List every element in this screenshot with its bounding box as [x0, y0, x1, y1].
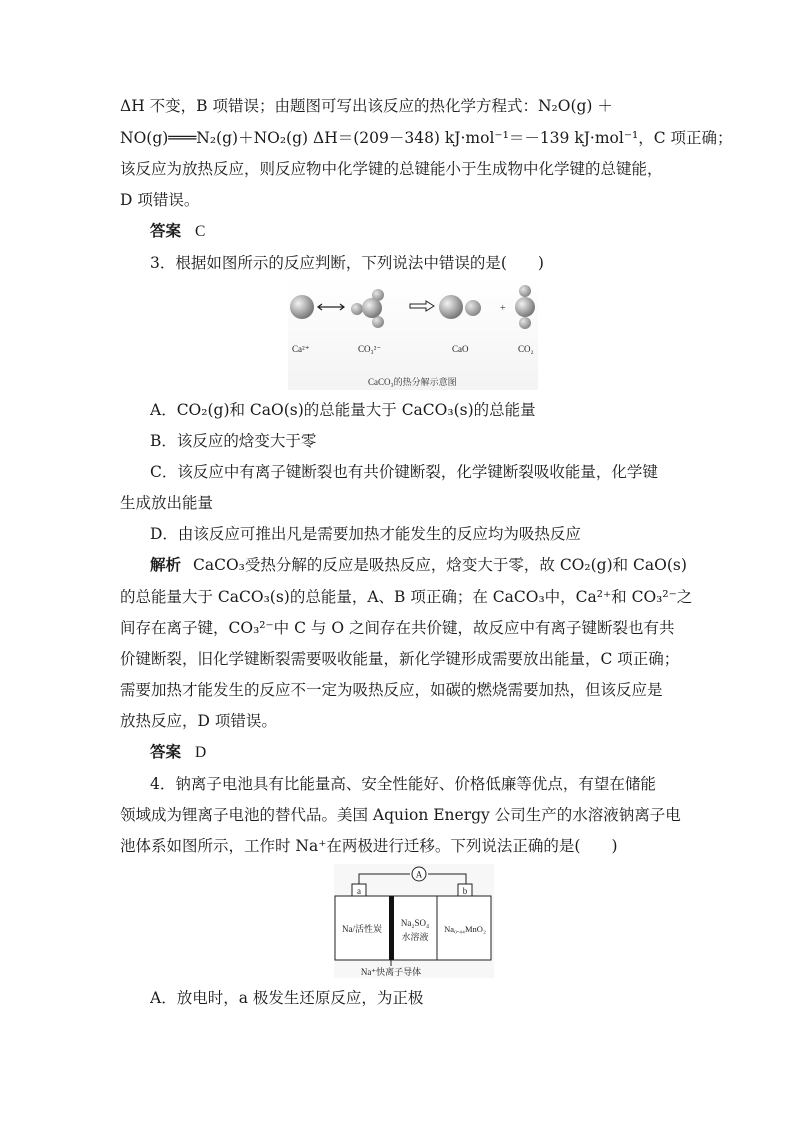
o-atom — [351, 303, 363, 315]
o-atom — [465, 300, 481, 316]
text-line: NO(g)═══N₂(g)＋NO₂(g) ΔH＝(209－348) kJ·mol⁻¹＝－139 kJ·mol⁻¹，C 项正确； — [120, 129, 733, 147]
answer-value: C — [195, 223, 206, 240]
co3-label: CO₃²⁻ — [358, 344, 382, 354]
co2-label: CO₂ — [518, 344, 534, 354]
option-a: A．CO₂(g)和 CaO(s)的总能量大于 CaCO₃(s)的总能量 — [150, 401, 536, 419]
answer-line-q2 — [150, 219, 205, 244]
text-line: 领域成为锂离子电池的替代品。美国 Aquion Energy 公司生产的水溶液钠离子电 — [120, 806, 681, 824]
question-4-stem: 4．钠离子电池具有比能量高、安全性能好、价格低廉等优点，有望在储能 — [150, 775, 656, 793]
text-line: 放热反应，D 项错误。 — [120, 712, 277, 730]
mid-chamber-label-1: Na₂SO₄ — [400, 918, 430, 928]
caco3-decomposition-figure — [288, 278, 538, 390]
c-atom — [515, 297, 535, 317]
answer-label: 答案 — [150, 222, 182, 240]
ion-conductor-membrane — [389, 896, 394, 960]
text-line: ΔH 不变，B 项错误；由题图可写出该反应的热化学方程式：N₂O(g) ＋ — [120, 97, 613, 115]
ca-atom — [439, 295, 463, 319]
text-line: 间存在离子键，CO₃²⁻中 C 与 O 之间存在共价键，故反应中有离子键断裂也有共 — [120, 619, 675, 637]
sodium-battery-figure — [334, 864, 494, 978]
o-atom — [519, 285, 531, 297]
left-chamber-label: Na/活性炭 — [342, 924, 382, 934]
electrode-a-label: a — [357, 886, 361, 896]
text-line: 需要加热才能发生的反应不一定为吸热反应，如碳的燃烧需要加热，但该反应是 — [120, 681, 663, 699]
right-chamber-label: Na₀.₄₄MnO₂ — [444, 924, 486, 934]
explanation-label: 解析 — [150, 556, 182, 574]
question-3-stem: 3．根据如图所示的反应判断，下列说法中错误的是( ) — [150, 254, 544, 272]
option-c-cont: 生成放出能量 — [120, 494, 214, 512]
figure-caption: CaCO₃的热分解示意图 — [368, 377, 457, 387]
text-line: 该反应为放热反应，则反应物中化学键的总键能小于生成物中化学键的总键能， — [120, 160, 663, 178]
cao-label: CaO — [452, 344, 469, 354]
option-a: A．放电时，a 极发生还原反应，为正极 — [150, 989, 424, 1007]
answer-line-q3 — [150, 740, 206, 765]
explanation-text: CaCO₃受热分解的反应是吸热反应，焓变大于零，故 CO₂(g)和 CaO(s) — [193, 556, 687, 574]
text-line: 的总能量大于 CaCO₃(s)的总能量，A、B 项正确；在 CaCO₃中，Ca²⁺和 CO₃²⁻之 — [120, 588, 693, 606]
o-atom — [519, 317, 531, 329]
ca-ion-ball — [290, 295, 314, 319]
ca-label: Ca²⁺ — [292, 344, 310, 354]
text-line: 池体系如图所示，工作时 Na⁺在两极进行迁移。下列说法正确的是( ) — [120, 837, 618, 855]
figure-caption: Na⁺快离子导体 — [360, 967, 422, 977]
option-b: B．该反应的焓变大于零 — [150, 432, 317, 450]
explanation-line — [150, 553, 687, 577]
mid-chamber-label-2: 水溶液 — [401, 932, 429, 942]
c-atom — [362, 298, 382, 318]
answer-value: D — [195, 744, 207, 761]
text-line: D 项错误。 — [120, 191, 200, 209]
electrode-b-label: b — [462, 886, 468, 896]
answer-label: 答案 — [150, 743, 182, 761]
plus-sign: + — [500, 303, 506, 314]
option-d: D．由该反应可推出凡是需要加热才能发生的反应均为吸热反应 — [150, 525, 581, 543]
option-c: C．该反应中有离子键断裂也有共价键断裂，化学键断裂吸收能量，化学键 — [150, 463, 658, 481]
ammeter-label: A — [415, 869, 423, 880]
text-line: 价键断裂，旧化学键断裂需要吸收能量，新化学键形成需要放出能量，C 项正确； — [120, 650, 680, 668]
